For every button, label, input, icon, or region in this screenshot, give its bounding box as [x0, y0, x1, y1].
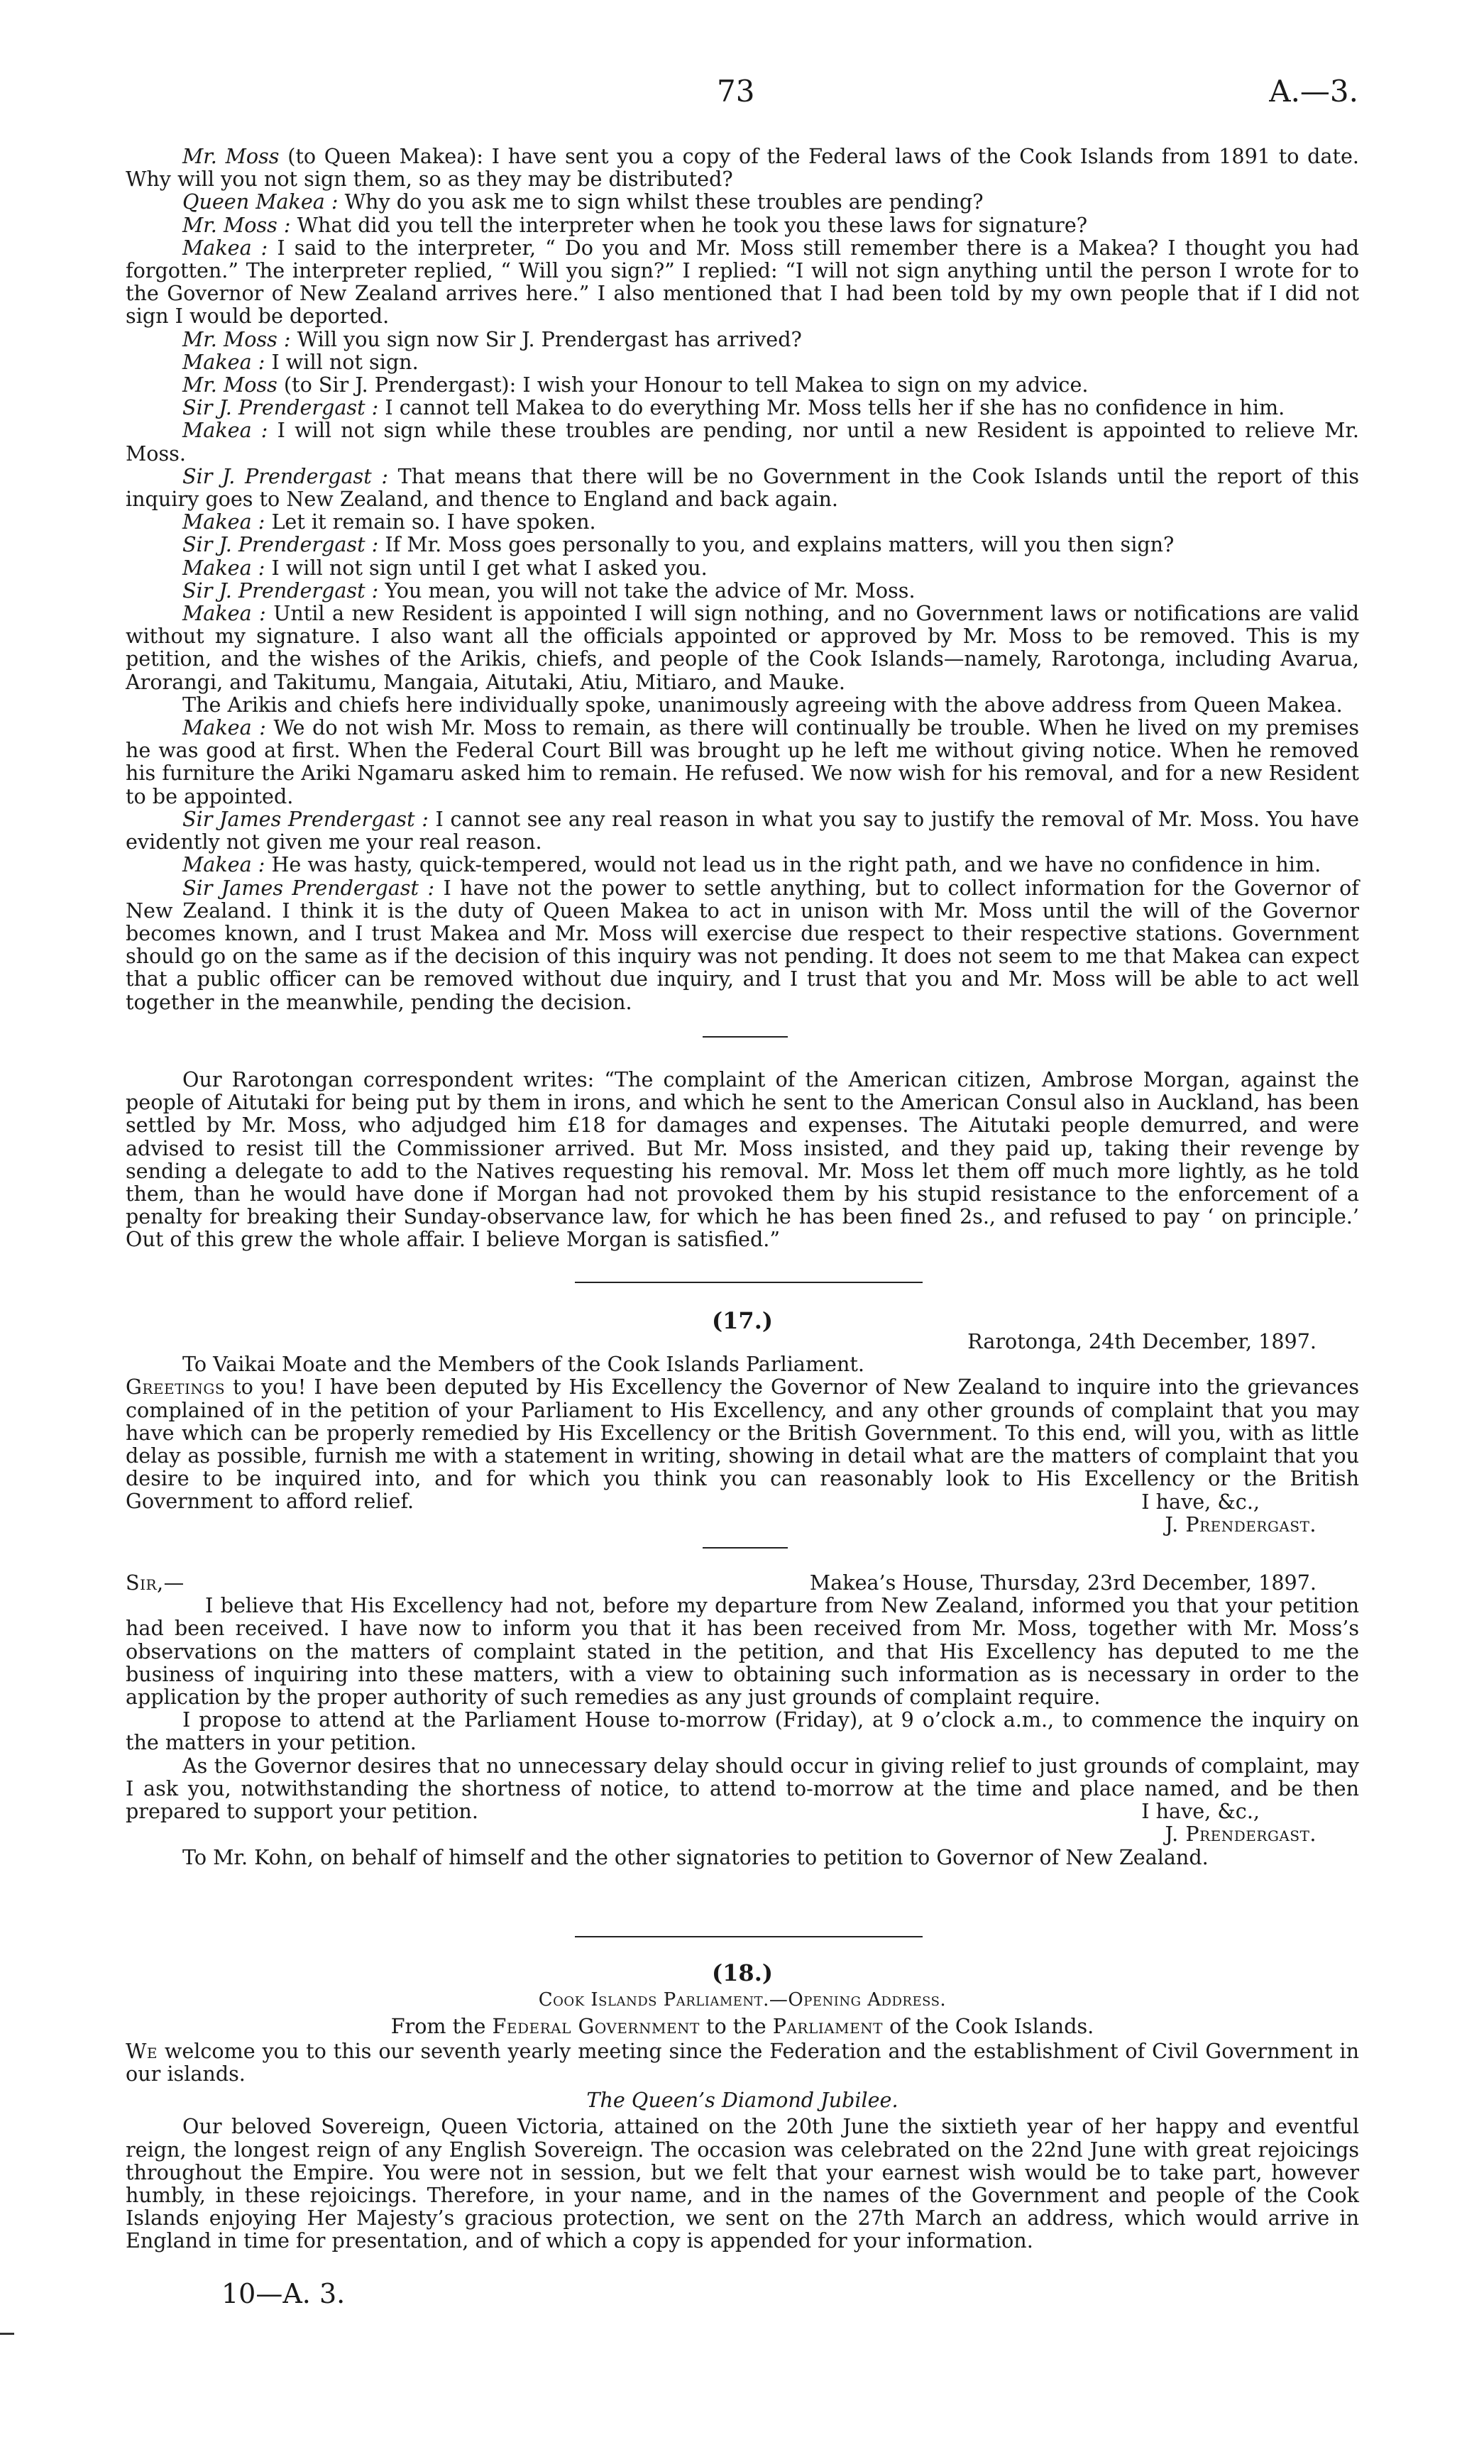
section-rule [575, 1282, 923, 1283]
dialogue-line: The Arikis and chiefs here individually spoke, unanimously agreeing with the above address from Queen Makea. [182, 692, 1343, 717]
section-subtitle: From the Federal Government to the Parliament of the Cook Islands. [390, 2014, 1094, 2038]
dialogue-line: Sir J. Prendergast : I cannot tell Makea to do everything Mr. Moss tells her if she has no confidence in him. [182, 395, 1285, 420]
section-title: Cook Islands Parliament.—Opening Address. [538, 1989, 947, 2011]
salutation: Sir,— [126, 1571, 185, 1595]
dialogue-line: Sir James Prendergast : I cannot see any real reason in what you say to justify the removal of Mr. Moss. You have evidently not given me your real reason. [126, 806, 1359, 854]
page-header [0, 74, 1484, 116]
dialogue-line: Sir J. Prendergast : You mean, you will not take the advice of Mr. Moss. [182, 578, 916, 603]
signature-mark: 10—A. 3. [221, 2278, 346, 2309]
jubilee-paragraph: Our beloved Sovereign, Queen Victoria, attained on the 20th June the sixtieth year of her happy and eventful reign, the longest reign of any English Sovereign. The occasion was celebrated on the 22nd June with great rejoicings throughout the Empire. You were not in session, but we felt that your earnest wish would be to take part, however humbly, in these rejoicings. Therefore, in your name, and in the names of the Government and people of the Cook Islands enjoying Her Majesty’s gracious protection, we sent on the 27th March an address, which would arrive in England in time for presentation, and of which a copy is appended for your information. [126, 2114, 1359, 2253]
section-number: (17.) [712, 1307, 773, 1334]
letter-header [126, 1571, 1359, 1594]
dialogue-line: Makea : We do not wish Mr. Moss to remain, as there will continually be trouble. When he lived on my premises he was good at first. When the Federal Court Bill was brought up he left me without giving notice. When he removed his furniture the Ariki Ngamaru asked him to remain. He refused. We now wish for his removal, and for a new Resident to be appointed. [126, 715, 1359, 808]
section-17-body: Greetings to you! I have been deputed by His Excellency the Governor of New Zealand to inquire into the grievances complained of in the petition of your Parliament to His Excellency, and any other grounds of complaint that you may have which can be properly remedied by His Excellency or the British Government. To this end, will you, with as little delay as possible, furnish me with a statement in writing, showing in detail what are the matters of complaint that you desire to be inquired into, and for which you think you can reasonably look to His Excellency or the British Government to afford relief. [126, 1375, 1359, 1514]
welcome-paragraph: We welcome you to this our seventh yearly meeting since the Federation and the establishment of Civil Government in our islands. [126, 2039, 1359, 2086]
letter-paragraph: As the Governor desires that no unnecessary delay should occur in giving relief to just grounds of complaint, may I ask you, notwithstanding the shortness of notice, to attend to-morrow at the time and place named, and be then prepared to support your petition. [126, 1753, 1359, 1824]
dialogue-line: Mr. Moss (to Queen Makea): I have sent you a copy of the Federal laws of the Cook Islands from 1891 to date. Why will you not sign them, so as they may be distributed? [126, 144, 1360, 192]
dialogue-section [126, 145, 1359, 1013]
section-rule [575, 1936, 923, 1937]
correspondent-section [126, 1068, 1359, 1251]
dialogue-line: Makea : I said to the interpreter, “ Do you and Mr. Moss still remember there is a Makea? I thought you had forgotten.” The interpreter replied, “ Will you sign?” I replied: “I will not sign anything until the person I wrote for to the Governor of New Zealand arrives here.” I also mentioned that I had been told by my own people that if I did not sign I would be deported. [126, 235, 1360, 329]
document-reference: A.—3. [1269, 74, 1358, 109]
short-rule [703, 1036, 788, 1038]
dialogue-line: Queen Makea : Why do you ask me to sign whilst these troubles are pending? [182, 189, 984, 214]
short-rule [703, 1547, 788, 1549]
dialogue-line: Makea : I will not sign until I get what I asked you. [182, 555, 708, 580]
signature: J. Prendergast. [1165, 1512, 1317, 1536]
signature: J. Prendergast. [1165, 1822, 1317, 1847]
closing: I have, &c., [1141, 1489, 1260, 1514]
dialogue-line: Mr. Moss : Will you sign now Sir J. Prendergast has arrived? [182, 326, 802, 351]
jubilee-heading: The Queen’s Diamond Jubilee. [586, 2088, 898, 2113]
dateline: Rarotonga, 24th December, 1897. [967, 1329, 1317, 1353]
letter-section [126, 1571, 1359, 1869]
correspondent-paragraph: Our Rarotongan correspondent writes: “The complaint of the American citizen, Ambrose Morgan, against the people of Aitutaki for being put by them in irons, and which he sent to the American Consul also in Auckland, has been settled by Mr. Moss, who adjudged him £18 for damages and expenses. The Aitutaki people demurred, and were advised to resist till the Commissioner arrived. But Mr. Moss insisted, and they paid up, taking their revenge by sending a delegate to add to the Natives requesting his removal. Mr. Moss let them off much more lightly, as he told them, than he would have done if Morgan had not provoked them by his stupid resistance to the enforcement of a penalty for breaking their Sunday-observance law, for which he has been fined 2s., and refused to pay ‘ on principle.’ Out of this grew the whole affair. I believe Morgan is satisfied.” [126, 1067, 1359, 1252]
dialogue-line: Mr. Moss (to Sir J. Prendergast): I wish your Honour to tell Makea to sign on my advice. [182, 373, 1089, 397]
dialogue-line: Makea : I will not sign. [182, 349, 419, 374]
dialogue-line: Makea : I will not sign while these troubles are pending, nor until a new Resident is appointed to relieve Mr. Moss. [126, 418, 1360, 466]
dialogue-line: Makea : Until a new Resident is appointed I will sign nothing, and no Government laws or notifications are valid without my signature. I also want all the officials appointed or approved by Mr. Moss to be removed. This is my petition, and the wishes of the Arikis, chiefs, and people of the Cook Islands—namely, Rarotonga, including Avarua, Arorangi, and Takitumu, Mangaia, Aitutaki, Atiu, Mitiaro, and Mauke. [126, 601, 1360, 694]
dateline: Makea’s House, Thursday, 23rd December, 1897. [809, 1571, 1317, 1595]
addressee: To Vaikai Moate and the Members of the Cook Islands Parliament. [182, 1352, 864, 1377]
dialogue-line: Makea : He was hasty, quick-tempered, would not lead us in the right path, and we have no confidence in him. [182, 852, 1321, 877]
dialogue-line: Makea : Let it remain so. I have spoken. [182, 510, 596, 534]
dialogue-line: Sir J. Prendergast : That means that there will be no Government in the Cook Islands until the report of this inquiry goes to New Zealand, and thence to England and back again. [126, 463, 1360, 512]
letter-recipient: To Mr. Kohn, on behalf of himself and the other signatories to petition to Governor of New Zealand. [182, 1844, 1209, 1869]
letter-paragraph: I propose to attend at the Parliament House to-morrow (Friday), at 9 o’clock a.m., to commence the inquiry on the matters in your petition. [126, 1707, 1359, 1755]
section-18 [126, 1959, 1359, 2253]
margin-mark [0, 2333, 14, 2335]
dialogue-line: Mr. Moss : What did you tell the interpreter when he took you these laws for signature? [182, 212, 1088, 237]
dialogue-line: Sir J. Prendergast : If Mr. Moss goes personally to you, and explains matters, will you then sign? [182, 532, 1175, 557]
page-number: 73 [717, 74, 755, 109]
section-17 [126, 1307, 1359, 1536]
section-number: (18.) [712, 1959, 773, 1986]
dialogue-line: Sir James Prendergast : I have not the power to settle anything, but to collect information for the Governor of New Zealand. I think it is the duty of Queen Makea to act in unison with Mr. Moss until the will of the Governor becomes known, and I trust Makea and Mr. Moss will exercise due respect to their respective stations. Government should go on the same as if the decision of this inquiry was not pending. It does not seem to me that Makea can expect that a public officer can be removed without due inquiry, and I trust that you and Mr. Moss will be able to act well together in the meanwhile, pending the decision. [126, 875, 1359, 1014]
closing: I have, &c., [1141, 1799, 1260, 1824]
letter-paragraph: I believe that His Excellency had not, before my departure from New Zealand, informed you that your petition had been received. I have now to inform you that it has been received from Mr. Moss, together with Mr. Moss’s observations on the matters of complaint stated in the petition, and that His Excellency has deputed to me the business of inquiring into these matters, with a view to obtaining such information as is necessary in order to the application by the proper authority of such remedies as any just grounds of complaint require. [126, 1593, 1359, 1710]
